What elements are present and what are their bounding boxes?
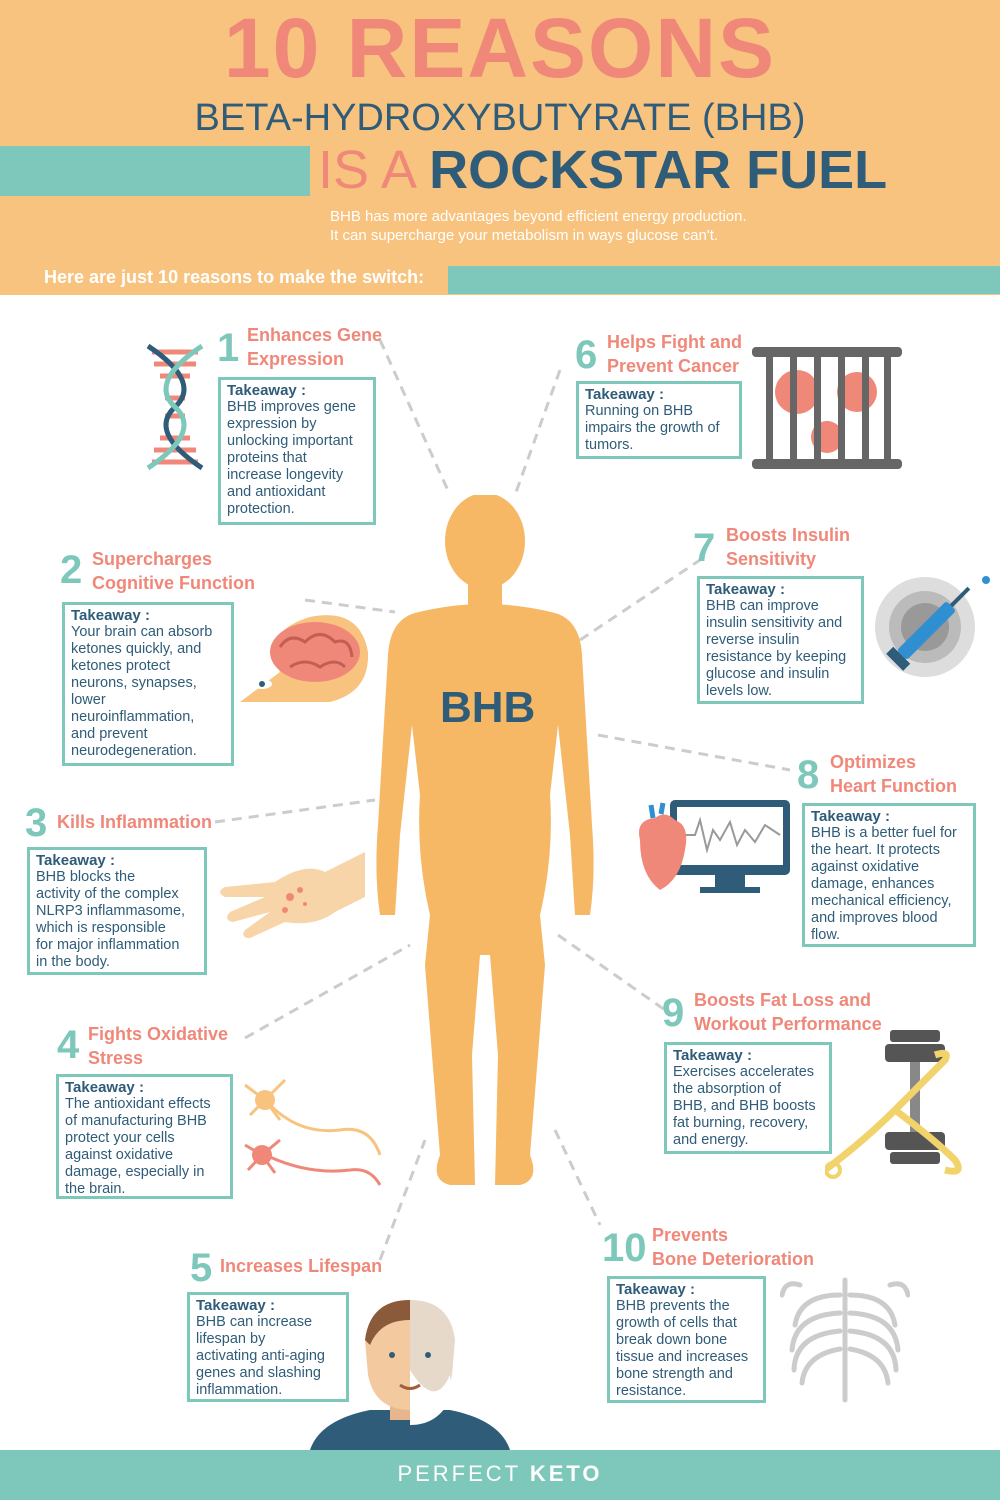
title-line: Boosts Fat Loss and	[694, 990, 872, 1010]
takeaway-line: unlocking important	[227, 433, 353, 449]
reason-8-number: 8	[797, 753, 820, 797]
takeaway-line: in the body.	[36, 954, 110, 970]
takeaway-line: the absorption of	[673, 1081, 782, 1097]
takeaway-line: impairs the growth of	[585, 420, 720, 436]
brand-logo	[0, 1461, 1000, 1487]
reasons-intro: Here are just 10 reasons to make the switch:	[44, 267, 425, 287]
takeaway-line: insulin sensitivity and	[706, 615, 843, 631]
takeaway-line: growth of cells that	[616, 1315, 737, 1331]
reason-4-title	[88, 1022, 228, 1070]
heart-monitor-icon	[635, 800, 795, 900]
takeaway-line: for major inflammation	[36, 937, 180, 953]
takeaway-line: Exercises accelerates	[673, 1064, 815, 1080]
reason-6-number: 6	[575, 333, 598, 377]
takeaway-line: and energy.	[673, 1132, 749, 1148]
takeaway-line: of manufacturing BHB	[65, 1113, 207, 1129]
reason-8-title	[830, 750, 957, 798]
takeaway-label: Takeaway :	[585, 386, 664, 403]
title-line: Enhances Gene	[247, 325, 383, 345]
takeaway-line: BHB is a better fuel for	[811, 825, 957, 841]
takeaway-line: BHB improves gene	[227, 399, 356, 415]
reason-1-title	[247, 323, 382, 371]
takeaway-line: flow.	[811, 927, 841, 943]
tagline-emphasis: ROCKSTAR FUEL	[429, 140, 888, 200]
takeaway-line: against oxidative	[811, 859, 920, 875]
takeaway-line: protection.	[227, 501, 295, 517]
takeaway-line: the brain.	[65, 1181, 126, 1197]
takeaway-line: NLRP3 inflammasome,	[36, 903, 186, 919]
takeaway-line: BHB can increase	[196, 1314, 313, 1330]
tagline-prefix: IS A	[318, 140, 430, 200]
takeaway-line: activity of the complex	[36, 886, 179, 902]
takeaway-label: Takeaway :	[706, 581, 785, 598]
takeaway-line: the heart. It protects	[811, 842, 940, 858]
takeaway-line: tissue and increases	[616, 1349, 749, 1365]
title-line: Heart Function	[830, 776, 958, 796]
title-line: Sensitivity	[726, 549, 817, 569]
title-line: Stress	[88, 1048, 144, 1068]
takeaway-line: and prevent	[71, 726, 148, 742]
takeaway-label: Takeaway :	[36, 852, 115, 869]
takeaway-line: Your brain can absorb	[71, 624, 213, 640]
takeaway-line: glucose and insulin	[706, 666, 830, 682]
takeaway-line: lower	[71, 692, 106, 708]
takeaway-line: protect your cells	[65, 1130, 175, 1146]
takeaway-line: ketones quickly, and	[71, 641, 202, 657]
takeaway-line: BHB blocks the	[36, 869, 136, 885]
reason-2-title	[92, 547, 255, 595]
takeaway-line: break down bone	[616, 1332, 728, 1348]
takeaway-label: Takeaway :	[811, 808, 890, 825]
reason-10-takeaway-box	[607, 1276, 766, 1403]
title-line: Prevent Cancer	[607, 356, 740, 376]
takeaway-line: neurons, synapses,	[71, 675, 197, 691]
reason-10-title	[652, 1223, 814, 1271]
title-line: Bone Deterioration	[652, 1249, 815, 1269]
intro-line-2: It can supercharge your metabolism in ways glucose can't.	[330, 227, 719, 244]
takeaway-line: bone strength and	[616, 1366, 733, 1382]
takeaway-line: and antioxidant	[227, 484, 326, 500]
takeaway-line: activating anti-aging	[196, 1348, 325, 1364]
takeaway-line: reverse insulin	[706, 632, 800, 648]
title-line: Supercharges	[92, 549, 213, 569]
intro-line-1: BHB has more advantages beyond efficient energy production.	[330, 208, 747, 225]
takeaway-label: Takeaway :	[616, 1281, 695, 1298]
takeaway-line: levels low.	[706, 683, 773, 699]
title-line: Helps Fight and	[607, 332, 742, 352]
reason-7-number: 7	[693, 526, 716, 570]
brand-name-b: KETO	[529, 1461, 603, 1486]
takeaway-line: increase longevity	[227, 467, 344, 483]
takeaway-label: Takeaway :	[196, 1297, 275, 1314]
takeaway-line: tumors.	[585, 437, 634, 453]
reason-7-title	[726, 523, 850, 571]
takeaway-line: against oxidative	[65, 1147, 174, 1163]
brand-name-a: PERFECT	[397, 1461, 530, 1486]
takeaway-line: mechanical efficiency,	[811, 893, 952, 909]
takeaway-line: and improves blood	[811, 910, 938, 926]
reason-5-title	[220, 1254, 382, 1278]
center-label: BHB	[440, 683, 536, 732]
takeaway-line: genes and slashing	[196, 1365, 321, 1381]
title-line: Workout Performance	[694, 1014, 882, 1034]
page-title: 10 REASONS	[223, 1, 777, 95]
reason-10-number: 10	[602, 1226, 647, 1270]
reason-4-number: 4	[57, 1023, 80, 1067]
hand-icon	[215, 842, 365, 942]
takeaway-line: The antioxidant effects	[65, 1096, 211, 1112]
takeaway-line: BHB can improve	[706, 598, 819, 614]
takeaway-line: resistance.	[616, 1383, 687, 1399]
reason-6-title	[607, 330, 742, 378]
takeaway-line: BHB, and BHB boosts	[673, 1098, 816, 1114]
title-line: Fights Oxidative	[88, 1024, 229, 1044]
title-line: Expression	[247, 349, 345, 369]
takeaway-label: Takeaway :	[71, 607, 150, 624]
takeaway-line: damage, enhances	[811, 876, 935, 892]
reason-9-number: 9	[662, 991, 685, 1035]
title-line: Kills Inflammation	[57, 812, 213, 832]
reason-5-number: 5	[190, 1246, 213, 1290]
reason-7-takeaway-box	[697, 576, 864, 704]
dna-icon	[140, 342, 210, 472]
takeaway-line: proteins that	[227, 450, 307, 466]
takeaway-line: Running on BHB	[585, 403, 694, 419]
human-body-figure	[370, 495, 610, 1195]
reason-3-number: 3	[25, 801, 48, 845]
takeaway-line: resistance by keeping	[706, 649, 847, 665]
title-line: Optimizes	[830, 752, 917, 772]
reason-3-takeaway-box	[27, 847, 207, 975]
takeaway-line: which is responsible	[36, 920, 166, 936]
takeaway-label: Takeaway :	[227, 382, 306, 399]
takeaway-line: neuroinflammation,	[71, 709, 195, 725]
title-line: Prevents	[652, 1225, 729, 1245]
reason-1-takeaway-box	[218, 377, 376, 525]
title-line: Boosts Insulin	[726, 525, 851, 545]
reason-9-title	[694, 988, 882, 1036]
reason-4-takeaway-box	[56, 1074, 233, 1199]
takeaway-label: Takeaway :	[673, 1047, 752, 1064]
title-line: Cognitive Function	[92, 573, 255, 593]
aging-face-icon	[310, 1300, 510, 1450]
takeaway-line: inflammation.	[196, 1382, 283, 1398]
takeaway-line: fat burning, recovery,	[673, 1115, 809, 1131]
brain-icon	[240, 612, 370, 707]
takeaway-label: Takeaway :	[65, 1079, 144, 1096]
syringe-icon	[870, 570, 995, 685]
reason-1-number: 1	[217, 326, 240, 370]
caged-cancer-cells-icon	[752, 347, 902, 472]
takeaway-line: lifespan by	[196, 1331, 266, 1347]
reason-6-takeaway-box	[576, 381, 742, 459]
takeaway-line: expression by	[227, 416, 317, 432]
takeaway-line: BHB prevents the	[616, 1298, 730, 1314]
dumbbell-tape-icon	[825, 1030, 980, 1185]
takeaway-line: damage, especially in	[65, 1164, 205, 1180]
reason-3-title	[57, 810, 212, 834]
reason-2-number: 2	[60, 548, 83, 592]
ribcage-icon	[780, 1275, 910, 1405]
reason-9-takeaway-box	[664, 1042, 832, 1154]
takeaway-line: ketones protect	[71, 658, 171, 674]
reason-8-takeaway-box	[802, 803, 976, 947]
title-line: Increases Lifespan	[220, 1256, 383, 1276]
neuron-icon	[240, 1075, 390, 1195]
takeaway-line: neurodegeneration.	[71, 743, 197, 759]
page-subtitle: BETA-HYDROXYBUTYRATE (BHB)	[194, 97, 806, 139]
reason-2-takeaway-box	[62, 602, 234, 766]
